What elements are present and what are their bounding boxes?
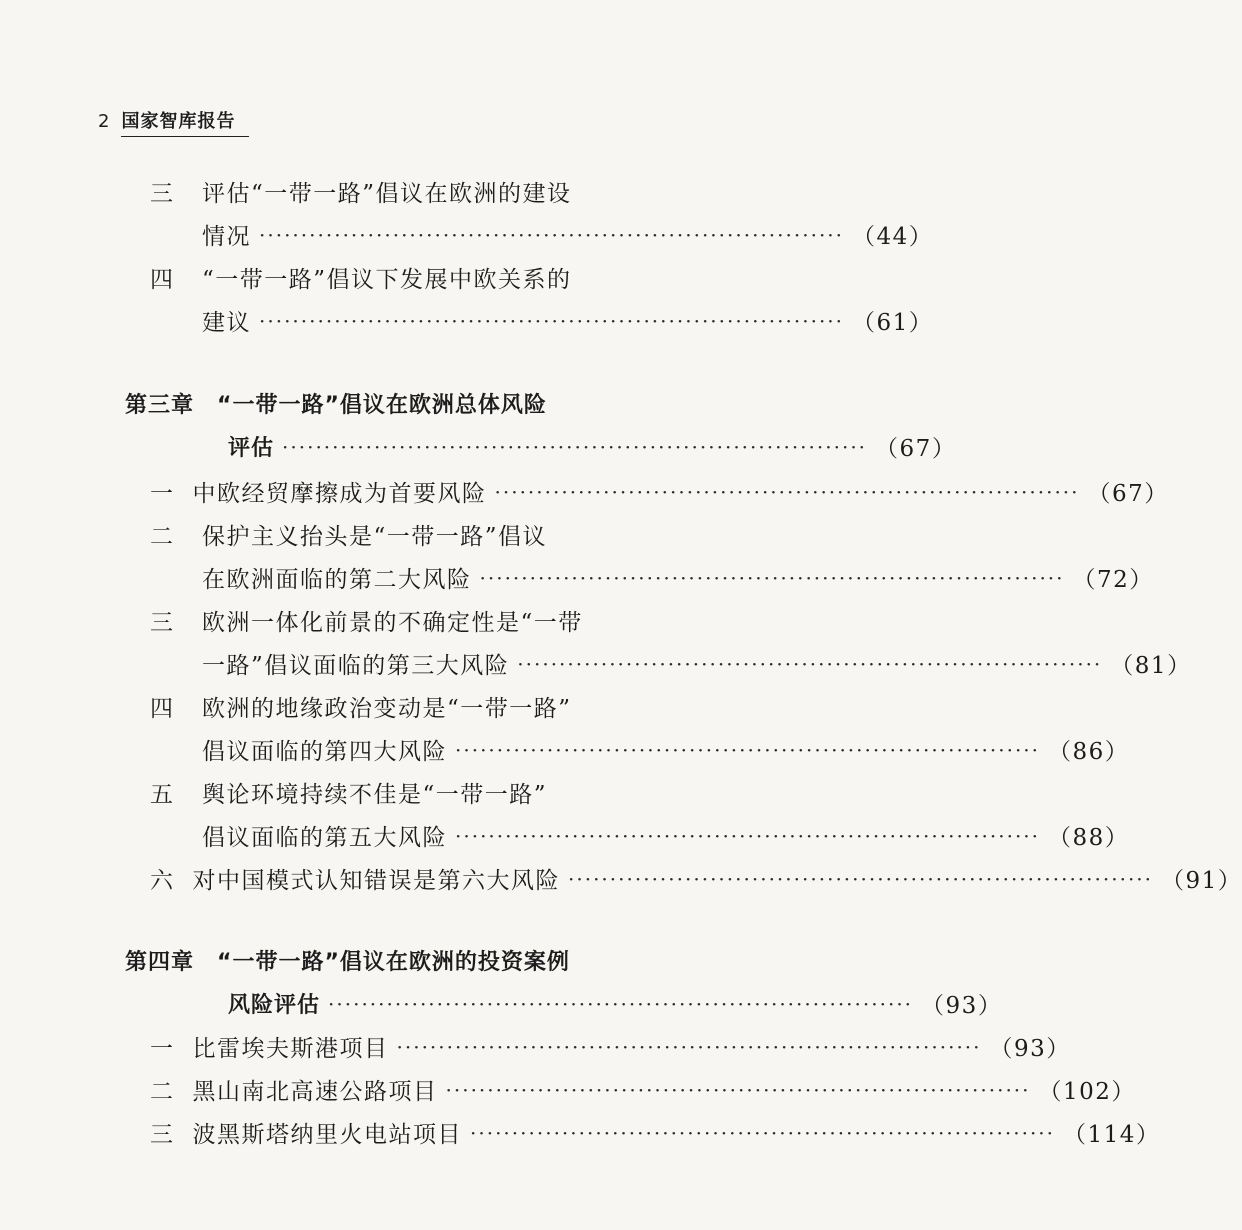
entry-title: 中欧经贸摩擦成为首要风险 bbox=[192, 481, 487, 507]
toc-entry-line bbox=[150, 690, 572, 723]
dot-leader: ······································································ bbox=[568, 866, 1154, 891]
toc-entry-line bbox=[150, 1116, 1161, 1149]
toc-entry-line bbox=[150, 776, 547, 809]
entry-title: 比雷埃夫斯港项目 bbox=[192, 1036, 389, 1062]
toc-entry-line bbox=[202, 561, 1154, 594]
toc-entry-line bbox=[150, 1030, 1071, 1063]
page-number: 2 bbox=[98, 111, 110, 132]
dot-leader: ······································································ bbox=[479, 565, 1065, 590]
page-reference: （81） bbox=[1110, 653, 1192, 679]
entry-title: 舆论环境持续不佳是“一带一路” bbox=[202, 782, 548, 808]
entry-title-cont: 倡议面临的第四大风险 bbox=[202, 739, 447, 765]
toc-entry-line bbox=[150, 475, 1169, 508]
page-reference: （72） bbox=[1072, 567, 1154, 593]
toc-entry-line bbox=[202, 819, 1130, 852]
page-reference: （67） bbox=[1087, 481, 1169, 507]
chapter-heading bbox=[125, 945, 570, 976]
toc-entry-line bbox=[150, 604, 583, 637]
dot-leader: ······································································ bbox=[455, 823, 1041, 848]
entry-title-cont: 倡议面临的第五大风险 bbox=[202, 825, 447, 851]
entry-title-cont: 一路”倡议面临的第三大风险 bbox=[202, 653, 510, 679]
chapter-title: 第四章 “一带一路”倡议在欧洲的投资案例 bbox=[125, 950, 570, 975]
page-reference: （91） bbox=[1161, 868, 1242, 894]
entry-number: 三 bbox=[150, 181, 175, 207]
chapter-title-cont: 评估 bbox=[228, 436, 275, 461]
dot-leader: ······································································ bbox=[282, 434, 868, 459]
entry-title: 评估“一带一路”倡议在欧洲的建设 bbox=[202, 181, 572, 207]
toc-entry-line bbox=[202, 647, 1192, 680]
page-reference: （114） bbox=[1063, 1122, 1161, 1148]
entry-number: 六 bbox=[150, 868, 175, 894]
chapter-title: 第三章 “一带一路”倡议在欧洲总体风险 bbox=[125, 393, 547, 418]
toc-entry-line bbox=[202, 218, 934, 251]
entry-title-cont: 情况 bbox=[202, 224, 251, 250]
dot-leader: ······································································ bbox=[445, 1077, 1031, 1102]
book-title: 国家智库报告 bbox=[121, 107, 249, 137]
dot-leader: ······································································ bbox=[259, 222, 845, 247]
page-reference: （102） bbox=[1038, 1079, 1136, 1105]
entry-number: 五 bbox=[150, 782, 175, 808]
entry-title: 保护主义抬头是“一带一路”倡议 bbox=[202, 524, 548, 550]
entry-number: 三 bbox=[150, 1122, 175, 1148]
dot-leader: ······································································ bbox=[517, 651, 1103, 676]
toc-entry-line bbox=[150, 1073, 1136, 1106]
entry-title-cont: 在欧洲面临的第二大风险 bbox=[202, 567, 472, 593]
dot-leader: ······································································ bbox=[259, 308, 845, 333]
toc-entry-line bbox=[202, 733, 1130, 766]
entry-title: 黑山南北高速公路项目 bbox=[192, 1079, 438, 1105]
dot-leader: ······································································ bbox=[328, 991, 914, 1016]
page-reference: （61） bbox=[852, 310, 934, 336]
page-reference: （86） bbox=[1048, 739, 1130, 765]
dot-leader: ······································································ bbox=[494, 479, 1080, 504]
entry-title: 对中国模式认知错误是第六大风险 bbox=[192, 868, 560, 894]
page-reference: （93） bbox=[921, 993, 1003, 1019]
entry-title: 欧洲的地缘政治变动是“一带一路” bbox=[202, 696, 572, 722]
entry-number: 二 bbox=[150, 1079, 175, 1105]
entry-title-cont: 建议 bbox=[202, 310, 251, 336]
chapter-title-cont: 风险评估 bbox=[228, 993, 321, 1018]
page-reference: （67） bbox=[875, 436, 957, 462]
chapter-heading-cont bbox=[228, 987, 1003, 1020]
entry-number: 四 bbox=[150, 696, 175, 722]
toc-entry-line bbox=[150, 518, 547, 551]
toc-entry-line bbox=[150, 175, 572, 208]
entry-title: “一带一路”倡议下发展中欧关系的 bbox=[202, 267, 572, 293]
entry-title: 欧洲一体化前景的不确定性是“一带 bbox=[202, 610, 583, 636]
toc-entry-line bbox=[150, 862, 1242, 895]
page-reference: （93） bbox=[989, 1036, 1071, 1062]
entry-number: 一 bbox=[150, 1036, 175, 1062]
chapter-heading-cont bbox=[228, 430, 957, 463]
entry-number: 二 bbox=[150, 524, 175, 550]
entry-title: 波黑斯塔纳里火电站项目 bbox=[192, 1122, 462, 1148]
entry-number: 四 bbox=[150, 267, 175, 293]
page-reference: （44） bbox=[852, 224, 934, 250]
chapter-heading bbox=[125, 388, 547, 419]
toc-entry-line bbox=[202, 304, 934, 337]
entry-number: 一 bbox=[150, 481, 175, 507]
toc-entry-line bbox=[150, 261, 572, 294]
dot-leader: ······································································ bbox=[470, 1120, 1056, 1145]
dot-leader: ······································································ bbox=[455, 737, 1041, 762]
entry-number: 三 bbox=[150, 610, 175, 636]
page-reference: （88） bbox=[1048, 825, 1130, 851]
running-header bbox=[98, 107, 249, 137]
dot-leader: ······································································ bbox=[396, 1034, 982, 1059]
